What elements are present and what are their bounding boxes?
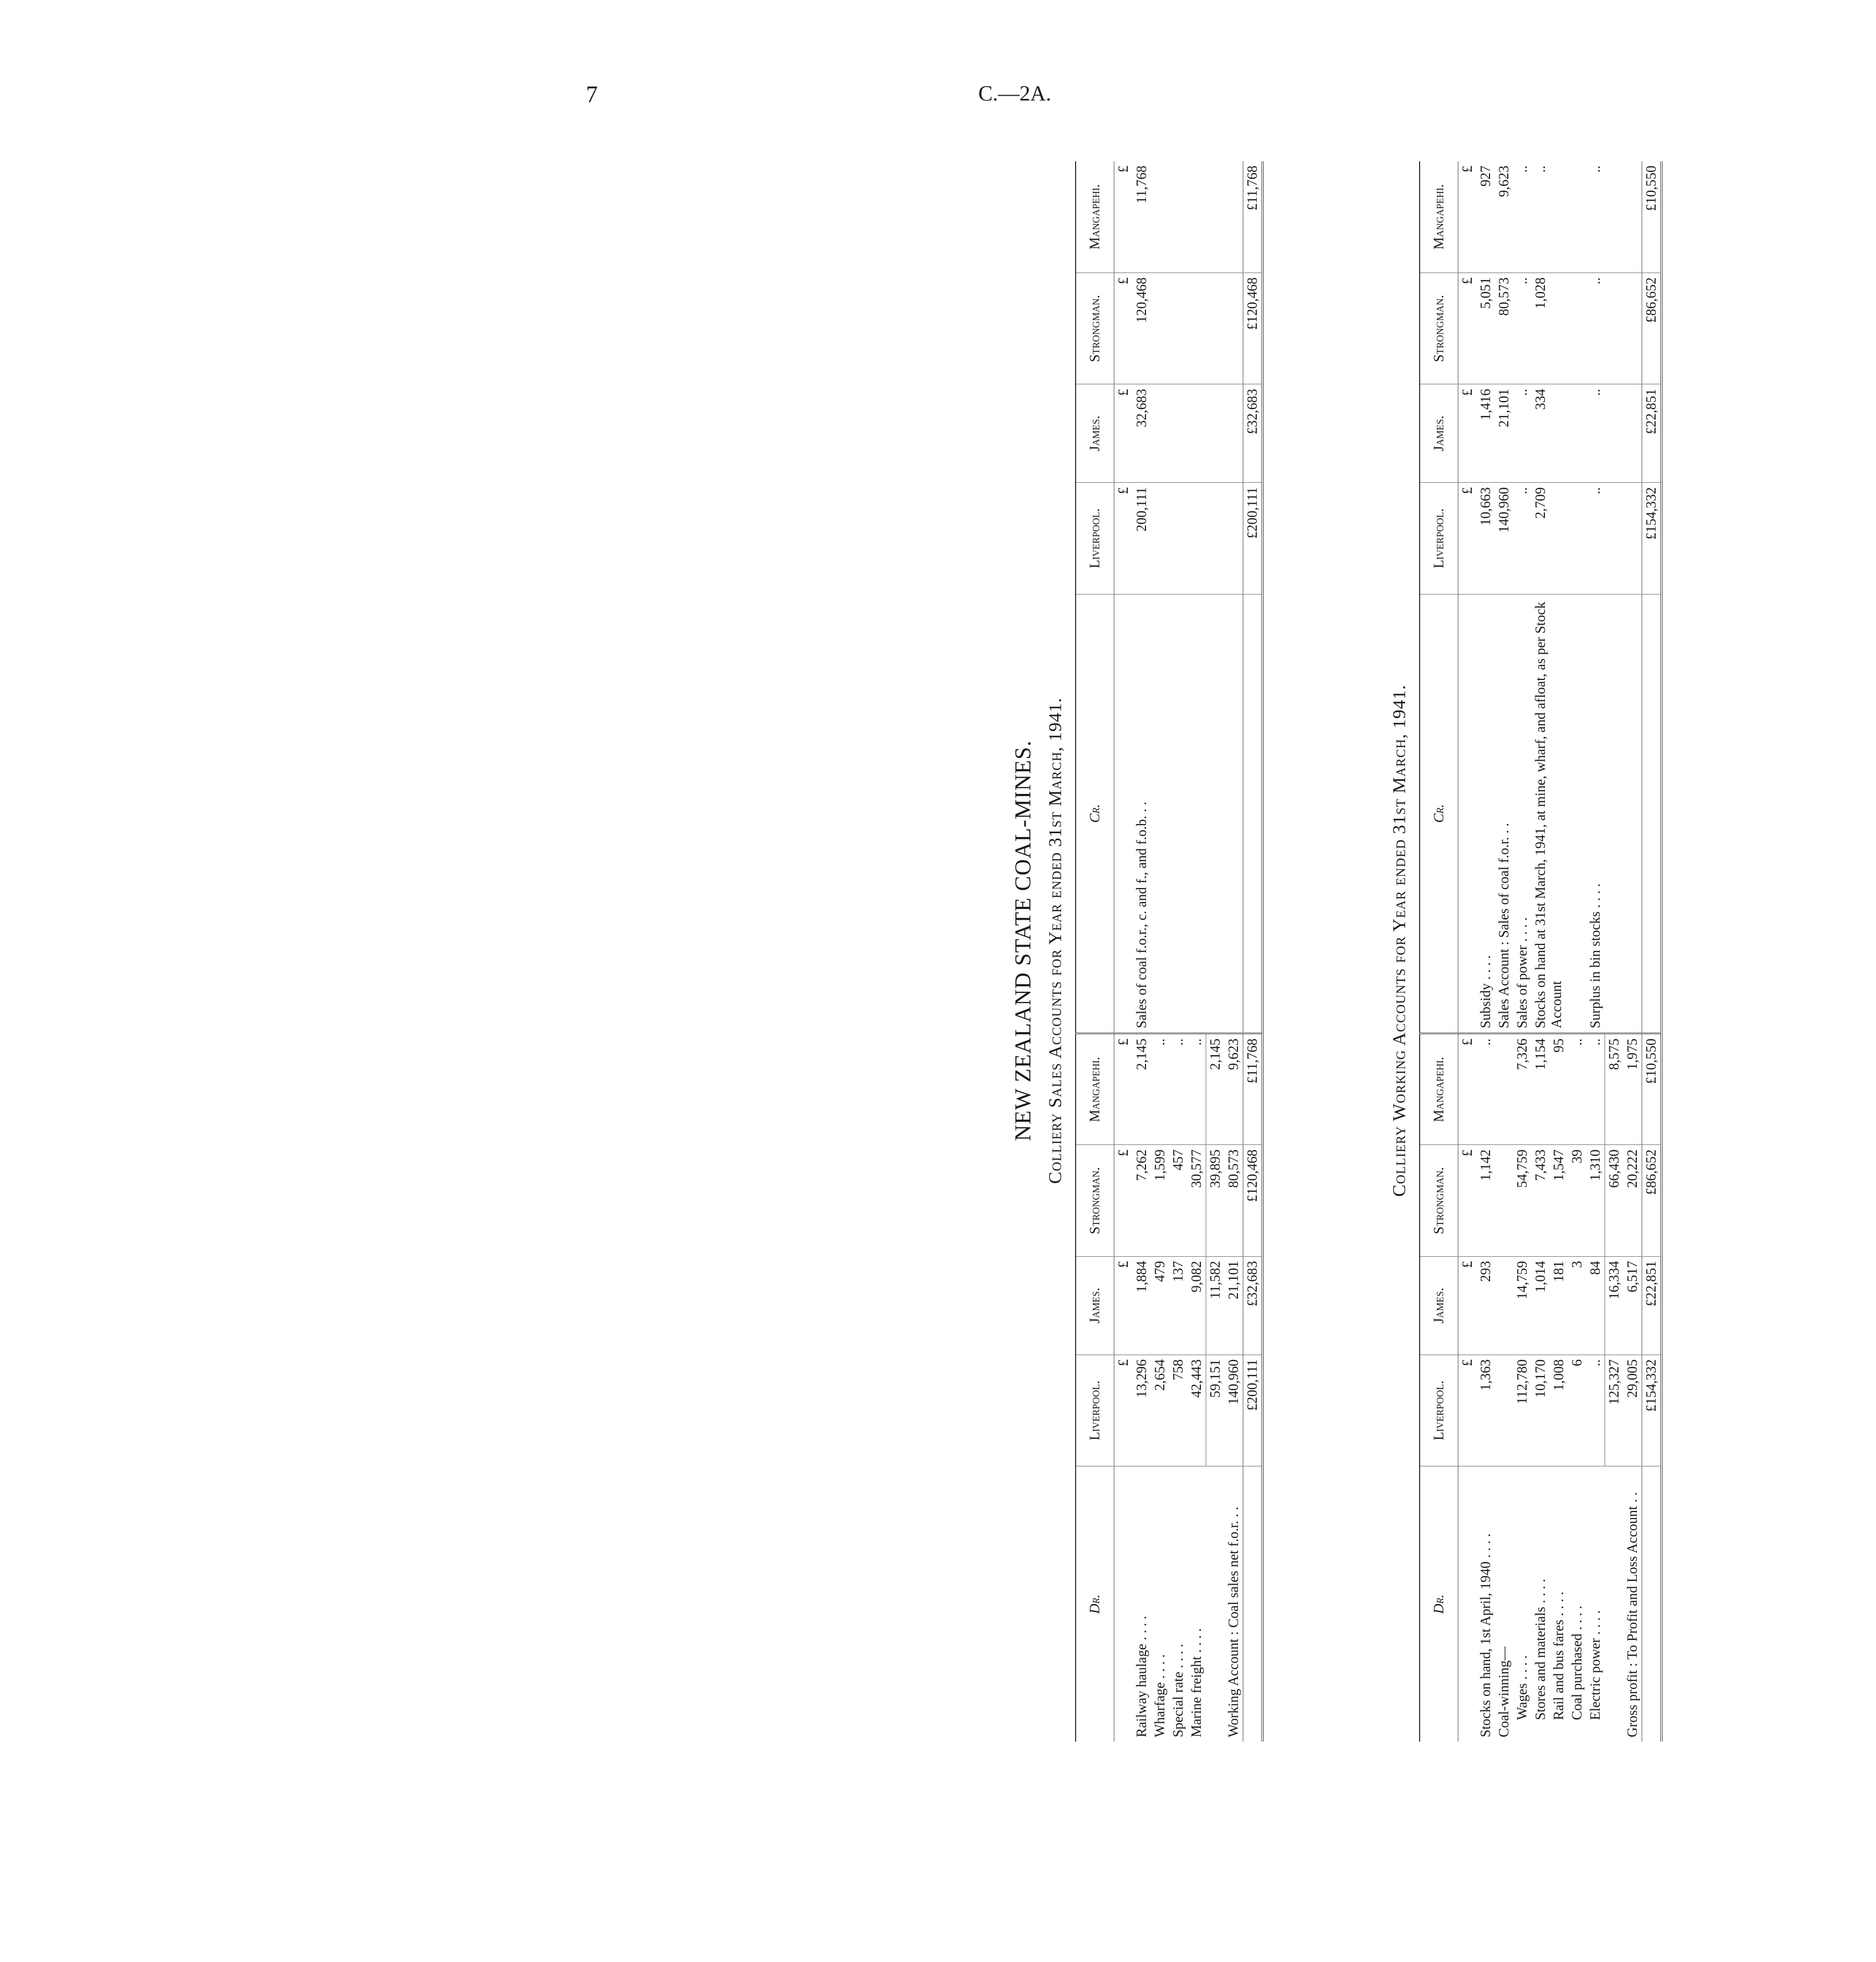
unit-row xyxy=(1458,161,1477,1742)
cr-label: Cr. xyxy=(1076,594,1114,1033)
column-header: Strongman. xyxy=(1420,1145,1458,1256)
total-value: £10,550 xyxy=(1642,161,1662,273)
cell-value: 9,623 xyxy=(1225,1034,1243,1145)
column-header: James. xyxy=(1420,384,1458,483)
currency-unit: £ xyxy=(1114,1355,1133,1466)
unit-row xyxy=(1114,161,1133,1742)
cell-value: 9,623 xyxy=(1496,166,1512,197)
cell-value: 29,005 xyxy=(1623,1355,1642,1466)
column-header: Mangapehi. xyxy=(1076,1034,1114,1145)
column-header: Liverpool. xyxy=(1076,1355,1114,1466)
cell-value: 457 xyxy=(1169,1145,1187,1256)
column-header: James. xyxy=(1420,1256,1458,1355)
currency-unit: £ xyxy=(1458,1145,1477,1256)
total-value: £120,468 xyxy=(1243,273,1263,384)
total-value: £11,768 xyxy=(1243,1034,1263,1145)
cell-value: 80,573 xyxy=(1495,273,1513,384)
total-value: £200,111 xyxy=(1243,483,1263,594)
cell-value: 42,443 xyxy=(1187,1355,1206,1466)
cell-value: .. xyxy=(1586,1034,1605,1145)
cell-value: 6 xyxy=(1568,1355,1586,1466)
currency-unit: £ xyxy=(1114,1034,1133,1145)
cell-value: 200,111 xyxy=(1133,483,1151,594)
cell-value: .. xyxy=(1514,166,1530,173)
table-row xyxy=(1586,161,1605,1742)
column-header: Mangapehi. xyxy=(1420,1034,1458,1145)
working-header-row xyxy=(1420,161,1458,1742)
cell-value: 927 xyxy=(1478,166,1493,187)
total-value: £86,652 xyxy=(1642,273,1662,384)
row-label: Marine freight . . . . xyxy=(1187,1466,1206,1742)
currency-unit: £ xyxy=(1114,384,1133,483)
cell-value: .. xyxy=(1513,273,1531,384)
cell-value: .. xyxy=(1187,1034,1206,1145)
cell-value: 479 xyxy=(1151,1256,1169,1355)
cell-value: .. xyxy=(1586,483,1605,594)
column-header: Mangapehi. xyxy=(1420,161,1458,273)
cell-value: 120,468 xyxy=(1133,273,1151,384)
subtotal-value: 125,327 xyxy=(1605,1355,1624,1466)
subtotal-row xyxy=(1206,161,1225,1742)
cell-value: 1,310 xyxy=(1586,1145,1605,1256)
column-header: Liverpool. xyxy=(1420,483,1458,594)
cell-value: 3 xyxy=(1568,1256,1586,1355)
row-label: Stocks on hand at 31st March, 1941, at mine, wharf, and afloat, as per Stock Account xyxy=(1531,594,1586,1033)
row-label: Stores and materials . . . . xyxy=(1531,1466,1550,1742)
cell-value: 39 xyxy=(1568,1145,1586,1256)
table-row xyxy=(1531,161,1550,1742)
column-header: Strongman. xyxy=(1420,273,1458,384)
column-header: Strongman. xyxy=(1076,273,1114,384)
row-label: Rail and bus fares . . . . xyxy=(1550,1466,1568,1742)
subtotal-value: 39,895 xyxy=(1206,1145,1225,1256)
total-value: £200,111 xyxy=(1243,1355,1263,1466)
cell-value: 758 xyxy=(1169,1355,1187,1466)
cell-value: 140,960 xyxy=(1225,1355,1243,1466)
cell-value: .. xyxy=(1513,483,1531,594)
cell-value: .. xyxy=(1587,166,1603,173)
currency-unit: £ xyxy=(1114,1256,1133,1355)
column-header: Strongman. xyxy=(1076,1145,1114,1256)
subtotal-value: 2,145 xyxy=(1206,1034,1225,1145)
currency-unit: £ xyxy=(1114,273,1133,384)
subtotal-row xyxy=(1605,161,1624,1742)
subtotal-value: 11,582 xyxy=(1206,1256,1225,1355)
page-number: 7 xyxy=(586,81,598,108)
cell-value: 1,028 xyxy=(1531,273,1586,384)
cell-value: 1,599 xyxy=(1151,1145,1169,1256)
cell-value: 181 xyxy=(1550,1256,1568,1355)
row-label: Subsidy . . . . xyxy=(1477,594,1495,1033)
subtotal-value: 66,430 xyxy=(1605,1145,1624,1256)
page-reference: C.—2A. xyxy=(978,81,1051,105)
subtotal-value: 8,575 xyxy=(1605,1034,1624,1145)
working-accounts-table xyxy=(1419,161,1663,1742)
cell-value: 9,082 xyxy=(1187,1256,1206,1355)
subtotal-value: 59,151 xyxy=(1206,1355,1225,1466)
cell-value: 21,101 xyxy=(1495,384,1513,483)
total-value: £22,851 xyxy=(1642,384,1662,483)
cell-value: .. xyxy=(1586,384,1605,483)
row-label: Working Account : Coal sales net f.o.r. . . xyxy=(1225,1466,1243,1742)
cell-value: 1,363 xyxy=(1477,1355,1495,1466)
cell-value: 1,416 xyxy=(1477,384,1495,483)
cell-value: .. xyxy=(1568,1034,1586,1145)
total-value: £154,332 xyxy=(1642,483,1662,594)
cell-value: 14,759 xyxy=(1513,1256,1531,1355)
cell-value: 1,142 xyxy=(1477,1145,1495,1256)
total-value: £120,468 xyxy=(1243,1145,1263,1256)
total-value: £10,550 xyxy=(1642,1034,1662,1145)
row-label: Coal-winning— xyxy=(1495,1466,1513,1742)
table-row xyxy=(1477,161,1495,1742)
cell-value: .. xyxy=(1513,384,1531,483)
total-value: £32,683 xyxy=(1243,384,1263,483)
currency-unit: £ xyxy=(1458,483,1477,594)
cell-value: 334 xyxy=(1531,384,1586,483)
currency-unit: £ xyxy=(1114,483,1133,594)
column-header: James. xyxy=(1076,384,1114,483)
main-title: NEW ZEALAND STATE COAL-MINES. xyxy=(1011,740,1036,1141)
table-row xyxy=(1513,161,1531,1742)
currency-unit: £ xyxy=(1115,166,1131,173)
table-row xyxy=(1225,161,1243,1742)
cell-value: 11,768 xyxy=(1134,166,1149,204)
row-label: Sales Account : Sales of coal f.o.r. . . xyxy=(1495,594,1513,1033)
column-header: James. xyxy=(1076,1256,1114,1355)
row-label: Wharfage . . . . xyxy=(1151,1466,1169,1742)
cell-value: 30,577 xyxy=(1187,1145,1206,1256)
total-value: £32,683 xyxy=(1243,1256,1263,1355)
total-value: £154,332 xyxy=(1642,1355,1662,1466)
column-header: Liverpool. xyxy=(1420,1355,1458,1466)
cell-value: 13,296 xyxy=(1133,1355,1151,1466)
cell-value: 1,884 xyxy=(1133,1256,1151,1355)
row-label: Wages . . . . xyxy=(1513,1466,1531,1742)
cell-value: 32,683 xyxy=(1133,384,1151,483)
row-label: Railway haulage . . . . xyxy=(1133,1466,1151,1742)
dr-label: Dr. xyxy=(1076,1466,1114,1742)
cell-value: 7,326 xyxy=(1513,1034,1531,1145)
working-accounts-title: Colliery Working Accounts for Year ended 31st March, 1941. xyxy=(1390,684,1409,1197)
cell-value: 2,654 xyxy=(1151,1355,1169,1466)
row-label: Sales of power . . . . xyxy=(1513,594,1531,1033)
cell-value: 1,547 xyxy=(1550,1145,1568,1256)
row-label: Coal purchased . . . . xyxy=(1568,1466,1586,1742)
cell-value: 7,433 xyxy=(1531,1145,1550,1256)
table-row xyxy=(1187,161,1206,1742)
currency-unit: £ xyxy=(1114,1145,1133,1256)
cell-value: 1,008 xyxy=(1550,1355,1568,1466)
table-row xyxy=(1151,161,1169,1742)
row-label: Surplus in bin stocks . . . . xyxy=(1586,594,1605,1033)
total-value: £22,851 xyxy=(1642,1256,1662,1355)
cell-value: 6,517 xyxy=(1623,1256,1642,1355)
total-value: £11,768 xyxy=(1243,161,1263,273)
cell-value: 112,780 xyxy=(1513,1355,1531,1466)
cell-value: 80,573 xyxy=(1225,1145,1243,1256)
currency-unit: £ xyxy=(1458,1355,1477,1466)
cell-value: 1,014 xyxy=(1531,1256,1550,1355)
currency-unit: £ xyxy=(1458,384,1477,483)
column-header: Mangapehi. xyxy=(1076,161,1114,273)
dr-label: Dr. xyxy=(1420,1466,1458,1742)
cell-value: 1,154 xyxy=(1531,1034,1550,1145)
sales-header-row xyxy=(1076,161,1114,1742)
row-label: Special rate . . . . xyxy=(1169,1466,1187,1742)
table-row xyxy=(1495,161,1513,1742)
cell-value: .. xyxy=(1586,273,1605,384)
cell-value: .. xyxy=(1533,166,1548,173)
total-value: £86,652 xyxy=(1642,1145,1662,1256)
cell-value: .. xyxy=(1169,1034,1187,1145)
cell-value: 140,960 xyxy=(1495,483,1513,594)
cr-label: Cr. xyxy=(1420,594,1458,1033)
cell-value: 54,759 xyxy=(1513,1145,1531,1256)
row-label: Electric power . . . . xyxy=(1586,1466,1605,1742)
total-row xyxy=(1642,161,1662,1742)
cell-value: 2,145 xyxy=(1133,1034,1151,1145)
cell-value: 2,709 xyxy=(1531,483,1586,594)
cell-value: 1,975 xyxy=(1623,1034,1642,1145)
cell-value: 7,262 xyxy=(1133,1145,1151,1256)
sales-accounts-title: Colliery Sales Accounts for Year ended 31st March, 1941. xyxy=(1046,697,1065,1184)
cell-value: .. xyxy=(1151,1034,1169,1145)
cell-value: 137 xyxy=(1169,1256,1187,1355)
currency-unit: £ xyxy=(1458,273,1477,384)
currency-unit: £ xyxy=(1459,166,1475,173)
cell-value: 21,101 xyxy=(1225,1256,1243,1355)
sales-accounts-table xyxy=(1075,161,1264,1742)
row-label: Sales of coal f.o.r., c. and f., and f.o.b. . . xyxy=(1133,594,1151,1033)
cell-value: 84 xyxy=(1586,1256,1605,1355)
column-header: Liverpool. xyxy=(1076,483,1114,594)
cell-value: 20,222 xyxy=(1623,1145,1642,1256)
cell-value: 95 xyxy=(1550,1034,1568,1145)
currency-unit: £ xyxy=(1458,1034,1477,1145)
rotated-content xyxy=(994,108,1876,1774)
subtotal-value: 16,334 xyxy=(1605,1256,1624,1355)
table-row xyxy=(1133,161,1151,1742)
cell-value: .. xyxy=(1477,1034,1495,1145)
currency-unit: £ xyxy=(1458,1256,1477,1355)
total-row xyxy=(1243,161,1263,1742)
cell-value: 10,663 xyxy=(1477,483,1495,594)
table-row xyxy=(1169,161,1187,1742)
cell-value: .. xyxy=(1586,1355,1605,1466)
cell-value: 10,170 xyxy=(1531,1355,1550,1466)
cell-value: 293 xyxy=(1477,1256,1495,1355)
row-label: Stocks on hand, 1st April, 1940 . . . . xyxy=(1477,1466,1495,1742)
cell-value: 5,051 xyxy=(1477,273,1495,384)
row-label: Gross profit : To Profit and Loss Account . . xyxy=(1623,1466,1642,1742)
table-row xyxy=(1623,161,1642,1742)
